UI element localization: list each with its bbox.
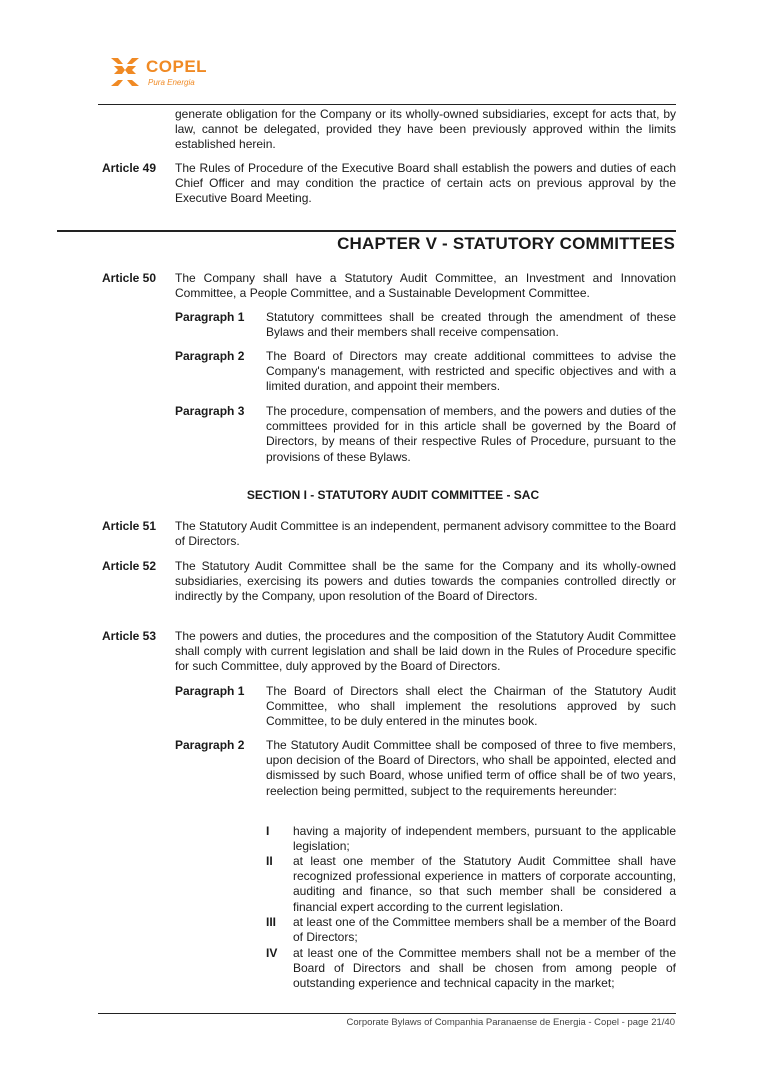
list-item-text: at least one of the Committee members shall not be a member of the Board of Directors and shall be chosen from among people of outstanding experience and technical capacity in the market; <box>293 946 676 991</box>
logo-tagline: Pura Energia <box>148 78 195 87</box>
article-52-label: Article 52 <box>102 559 157 573</box>
copel-logo <box>108 56 218 92</box>
list-item-number: IV <box>266 946 278 960</box>
article-53-text: The powers and duties, the procedures and the composition of the Statutory Audit Committee shall comply with current legislation and shall be laid down in the Rules of Procedure specific for such Committee, duly approved by the Board of Directors. <box>175 629 676 674</box>
article-53-paragraph-1-text: The Board of Directors shall elect the Chairman of the Statutory Audit Committee, who shall implement the resolutions approved by such Committee, to be duly entered in the minutes book. <box>266 684 676 729</box>
article-50-label: Article 50 <box>102 271 157 285</box>
article-52-text: The Statutory Audit Committee shall be the same for the Company and its wholly-owned subsidiaries, exercising its powers and duties towards the companies controlled directly or indirectly by the Company, upon resolution of the Board of Directors. <box>175 559 676 604</box>
chapter-title: CHAPTER V - STATUTORY COMMITTEES <box>337 234 675 253</box>
list-item-text: having a majority of independent members, pursuant to the applicable legislation; <box>293 824 676 854</box>
article-50-paragraph-2-text: The Board of Directors may create additional committees to advise the Company's management, with restricted and specific objectives and with a limited duration, and appoint their members. <box>266 349 676 394</box>
article-53-paragraph-2-label: Paragraph 2 <box>175 738 245 752</box>
page-footer: Corporate Bylaws of Companhia Paranaense de Energia - Copel - page 21/40 <box>346 1017 675 1028</box>
article-51-label: Article 51 <box>102 519 157 533</box>
list-item-number: I <box>266 824 270 838</box>
article-50-text: The Company shall have a Statutory Audit Committee, an Investment and Innovation Committee, a People Committee, and a Sustainable Development Committee. <box>175 271 676 301</box>
article-53-paragraph-2-text: The Statutory Audit Committee shall be composed of three to five members, upon decision of the Board of Directors, who shall be appointed, elected and dismissed by such Board, whose unified term of office shall be of two years, reelection being permitted, subject to the requirements hereunder: <box>266 738 676 798</box>
list-item-text: at least one of the Committee members shall be a member of the Board of Directors; <box>293 915 676 945</box>
chapter-rule <box>57 230 676 232</box>
continuation-text: generate obligation for the Company or its wholly-owned subsidiaries, except for acts that, by law, cannot be delegated, provided they have been previously approved within the limits established herein. <box>175 107 676 152</box>
copel-star-icon <box>108 56 142 88</box>
footer-rule <box>98 1013 676 1014</box>
article-50-paragraph-3-label: Paragraph 3 <box>175 404 245 418</box>
article-53-paragraph-1-label: Paragraph 1 <box>175 684 245 698</box>
header-rule <box>98 104 676 105</box>
list-item-text: at least one member of the Statutory Audit Committee shall have recognized professional experience in matters of corporate accounting, auditing and finance, so that such member shall be considered a financial expert according to the current legislation. <box>293 854 676 914</box>
article-51-text: The Statutory Audit Committee is an independent, permanent advisory committee to the Board of Directors. <box>175 519 676 549</box>
article-50-paragraph-3-text: The procedure, compensation of members, and the powers and duties of the committees provided for in this article shall be governed by the Board of Directors, by means of their respective Rules of Procedure, pursuant to the provisions of these Bylaws. <box>266 404 676 464</box>
logo-wordmark: COPEL <box>146 57 208 76</box>
article-53-label: Article 53 <box>102 629 157 643</box>
article-49-label: Article 49 <box>102 161 157 175</box>
article-49-text: The Rules of Procedure of the Executive Board shall establish the powers and duties of each Chief Officer and may condition the practice of certain acts on previous approval by the Executive Board Meeting. <box>175 161 676 206</box>
section-title: SECTION I - STATUTORY AUDIT COMMITTEE - SAC <box>246 488 540 502</box>
list-item-number: III <box>266 915 277 929</box>
list-item-number: II <box>266 854 273 868</box>
article-50-paragraph-2-label: Paragraph 2 <box>175 349 245 363</box>
article-50-paragraph-1-text: Statutory committees shall be created through the amendment of these Bylaws and their members shall receive compensation. <box>266 310 676 340</box>
article-50-paragraph-1-label: Paragraph 1 <box>175 310 245 324</box>
